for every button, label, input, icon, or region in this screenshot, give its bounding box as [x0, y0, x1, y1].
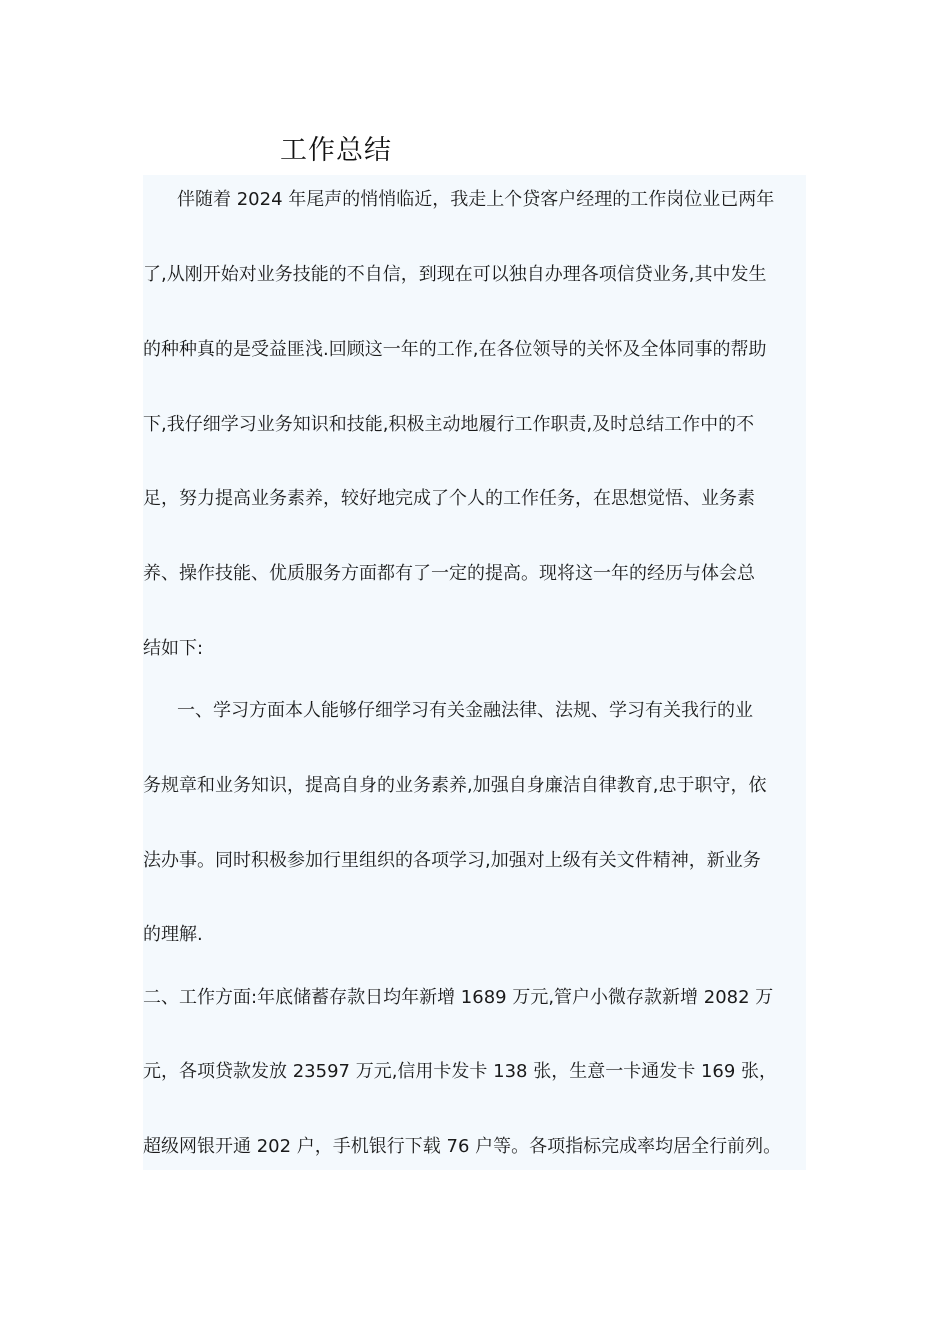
text-line: 的理解. — [143, 924, 203, 945]
body-text-area — [143, 175, 806, 1170]
text-line: 一、学习方面本人能够仔细学习有关金融法律、法规、学习有关我行的业 — [177, 700, 753, 721]
page-title: 工作总结 — [280, 135, 392, 166]
text-line: 法办事。同时积极参加行里组织的各项学习,加强对上级有关文件精神，新业务 — [143, 850, 761, 871]
text-line: 超级网银开通 202 户，手机银行下载 76 户等。各项指标完成率均居全行前列。 — [143, 1136, 782, 1157]
text-line: 结如下: — [143, 638, 204, 659]
text-line: 下,我仔细学习业务知识和技能,积极主动地履行工作职责,及时总结工作中的不 — [143, 414, 755, 435]
text-line: 伴随着 2024 年尾声的悄悄临近，我走上个贷客户经理的工作岗位业已两年 — [177, 189, 775, 210]
text-line: 的种种真的是受益匪浅.回顾这一年的工作,在各位领导的关怀及全体同事的帮助 — [143, 339, 767, 360]
text-line: 务规章和业务知识，提高自身的业务素养,加强自身廉洁自律教育,忠于职守，依 — [143, 775, 767, 796]
text-line: 足，努力提高业务素养，较好地完成了个人的工作任务，在思想觉悟、业务素 — [143, 488, 755, 509]
text-line: 元，各项贷款发放 23597 万元,信用卡发卡 138 张，生意一卡通发卡 169 张， — [143, 1061, 778, 1082]
text-line: 二、工作方面:年底储蓄存款日均年新增 1689 万元,管户小微存款新增 2082 万 — [143, 987, 774, 1008]
text-line: 了,从刚开始对业务技能的不自信，到现在可以独自办理各项信贷业务,其中发生 — [143, 264, 767, 285]
text-line: 养、操作技能、优质服务方面都有了一定的提高。现将这一年的经历与体会总 — [143, 563, 755, 584]
